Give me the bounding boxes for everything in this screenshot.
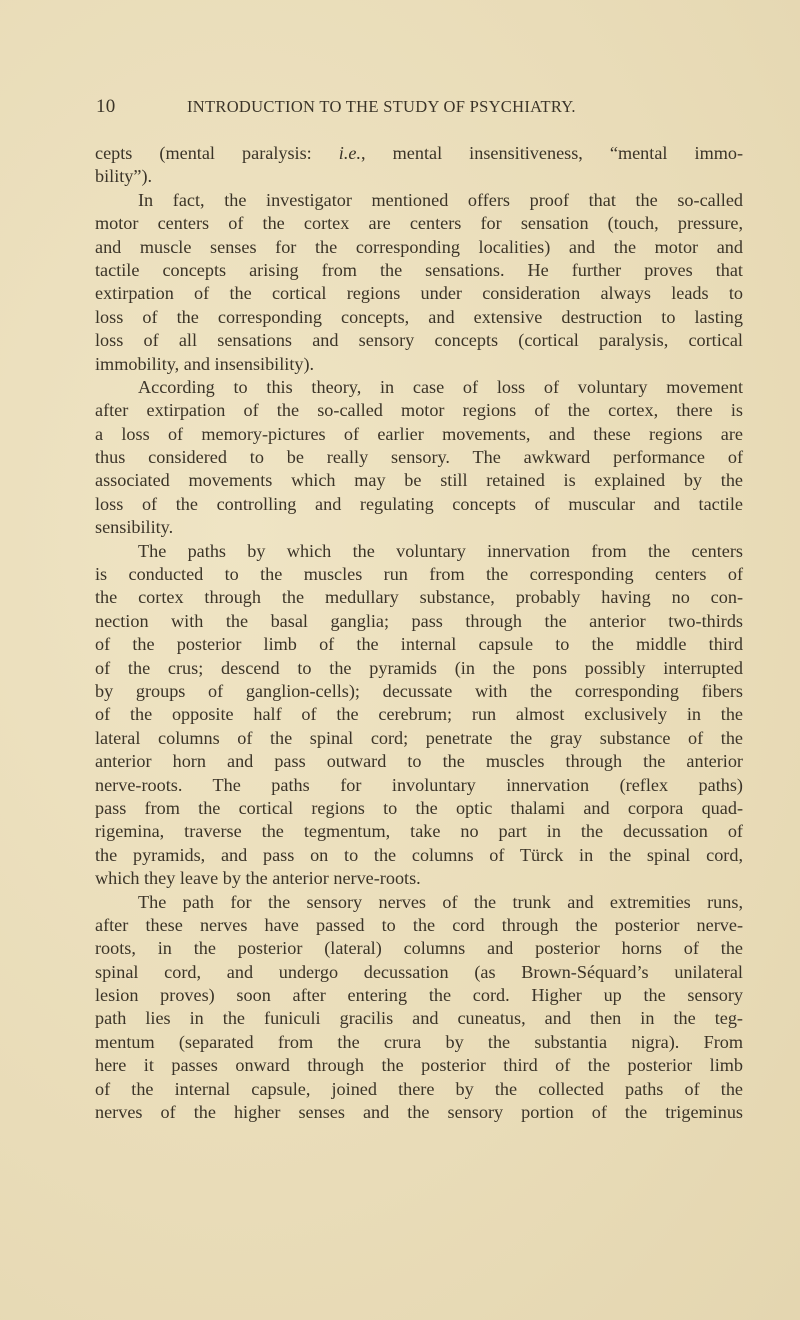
text-line: roots, in the posterior (lateral) columns and posterior horns of the — [95, 938, 743, 959]
text-line: loss of the corresponding concepts, and extensive destruction to lasting — [95, 306, 743, 327]
text-line: anterior horn and pass outward to the muscles through the anterior — [95, 751, 743, 772]
text-line: nerve-roots. The paths for involuntary innervation (reflex paths) — [95, 774, 743, 795]
text-line: the pyramids, and pass on to the columns of Türck in the spinal cord, — [95, 844, 743, 865]
text-line: pass from the cortical regions to the optic thalami and corpora quad- — [95, 797, 743, 818]
page-number: 10 — [96, 96, 116, 117]
running-head — [95, 96, 743, 120]
text-line: sensibility. — [95, 517, 174, 538]
text-line: by groups of ganglion-cells); decussate with the corresponding fibers — [95, 680, 743, 701]
text-line: The path for the sensory nerves of the trunk and extremities runs, — [138, 891, 743, 912]
text-line: after extirpation of the so-called motor regions of the cortex, there is — [95, 400, 743, 421]
text-line: is conducted to the muscles run from the corresponding centers of — [95, 564, 743, 585]
text-line: bility”). — [95, 166, 153, 187]
text-line: According to this theory, in case of loss of voluntary movement — [138, 376, 743, 397]
running-title: INTRODUCTION TO THE STUDY OF PSYCHIATRY. — [187, 97, 576, 116]
text-line: a loss of memory-pictures of earlier movements, and these regions are — [95, 423, 743, 444]
text-line: of the opposite half of the cerebrum; run almost exclusively in the — [95, 704, 743, 725]
text-line: rigemina, traverse the tegmentum, take no part in the decussation of — [95, 821, 743, 842]
text-line: spinal cord, and undergo decussation (as Brown-Séquard’s unilateral — [95, 961, 743, 982]
text-line: of the posterior limb of the internal capsule to the middle third — [95, 634, 743, 655]
text-line: of the internal capsule, joined there by the collected paths of the — [95, 1078, 743, 1099]
text-line: after these nerves have passed to the cord through the posterior nerve- — [95, 914, 743, 935]
text-line: immobility, and insensibility). — [95, 353, 315, 374]
text-line: loss of the controlling and regulating concepts of muscular and tactile — [95, 493, 743, 514]
text-line: loss of all sensations and sensory concepts (cortical paralysis, cortical — [95, 330, 743, 351]
text-line: nection with the basal ganglia; pass through the anterior two-thirds — [95, 610, 743, 631]
text-line: associated movements which may be still retained is explained by the — [95, 470, 743, 491]
text-line: The paths by which the voluntary innervation from the centers — [138, 540, 743, 561]
text-line: nerves of the higher senses and the sensory portion of the trigeminus — [95, 1102, 743, 1123]
text-line: lateral columns of the spinal cord; penetrate the gray substance of the — [95, 727, 743, 748]
text-line: tactile concepts arising from the sensations. He further proves that — [95, 259, 743, 280]
text-line: of the crus; descend to the pyramids (in the pons possibly interrupted — [95, 657, 743, 678]
book-page — [95, 96, 743, 1124]
text-line: extirpation of the cortical regions under consideration always leads to — [95, 283, 743, 304]
text-line: cepts (mental paralysis: i.e., mental insensitiveness, “mental immo- — [95, 143, 744, 163]
text-line: path lies in the funiculi gracilis and cuneatus, and then in the teg- — [95, 1008, 743, 1029]
text-line: lesion proves) soon after entering the cord. Higher up the sensory — [95, 985, 743, 1006]
text-line: motor centers of the cortex are centers for sensation (touch, pressure, — [95, 213, 743, 234]
text-line: In fact, the investigator mentioned offers proof that the so-called — [138, 189, 743, 210]
text-line: here it passes onward through the posterior third of the posterior limb — [95, 1055, 743, 1076]
text-line: thus considered to be really sensory. The awkward performance of — [95, 447, 743, 468]
text-line: which they leave by the anterior nerve-roots. — [95, 868, 421, 889]
text-line: and muscle senses for the corresponding localities) and the motor and — [95, 236, 743, 257]
text-line: mentum (separated from the crura by the substantia nigra). From — [95, 1031, 743, 1052]
text-line: the cortex through the medullary substance, probably having no con- — [95, 587, 743, 608]
body-text — [95, 142, 743, 1124]
